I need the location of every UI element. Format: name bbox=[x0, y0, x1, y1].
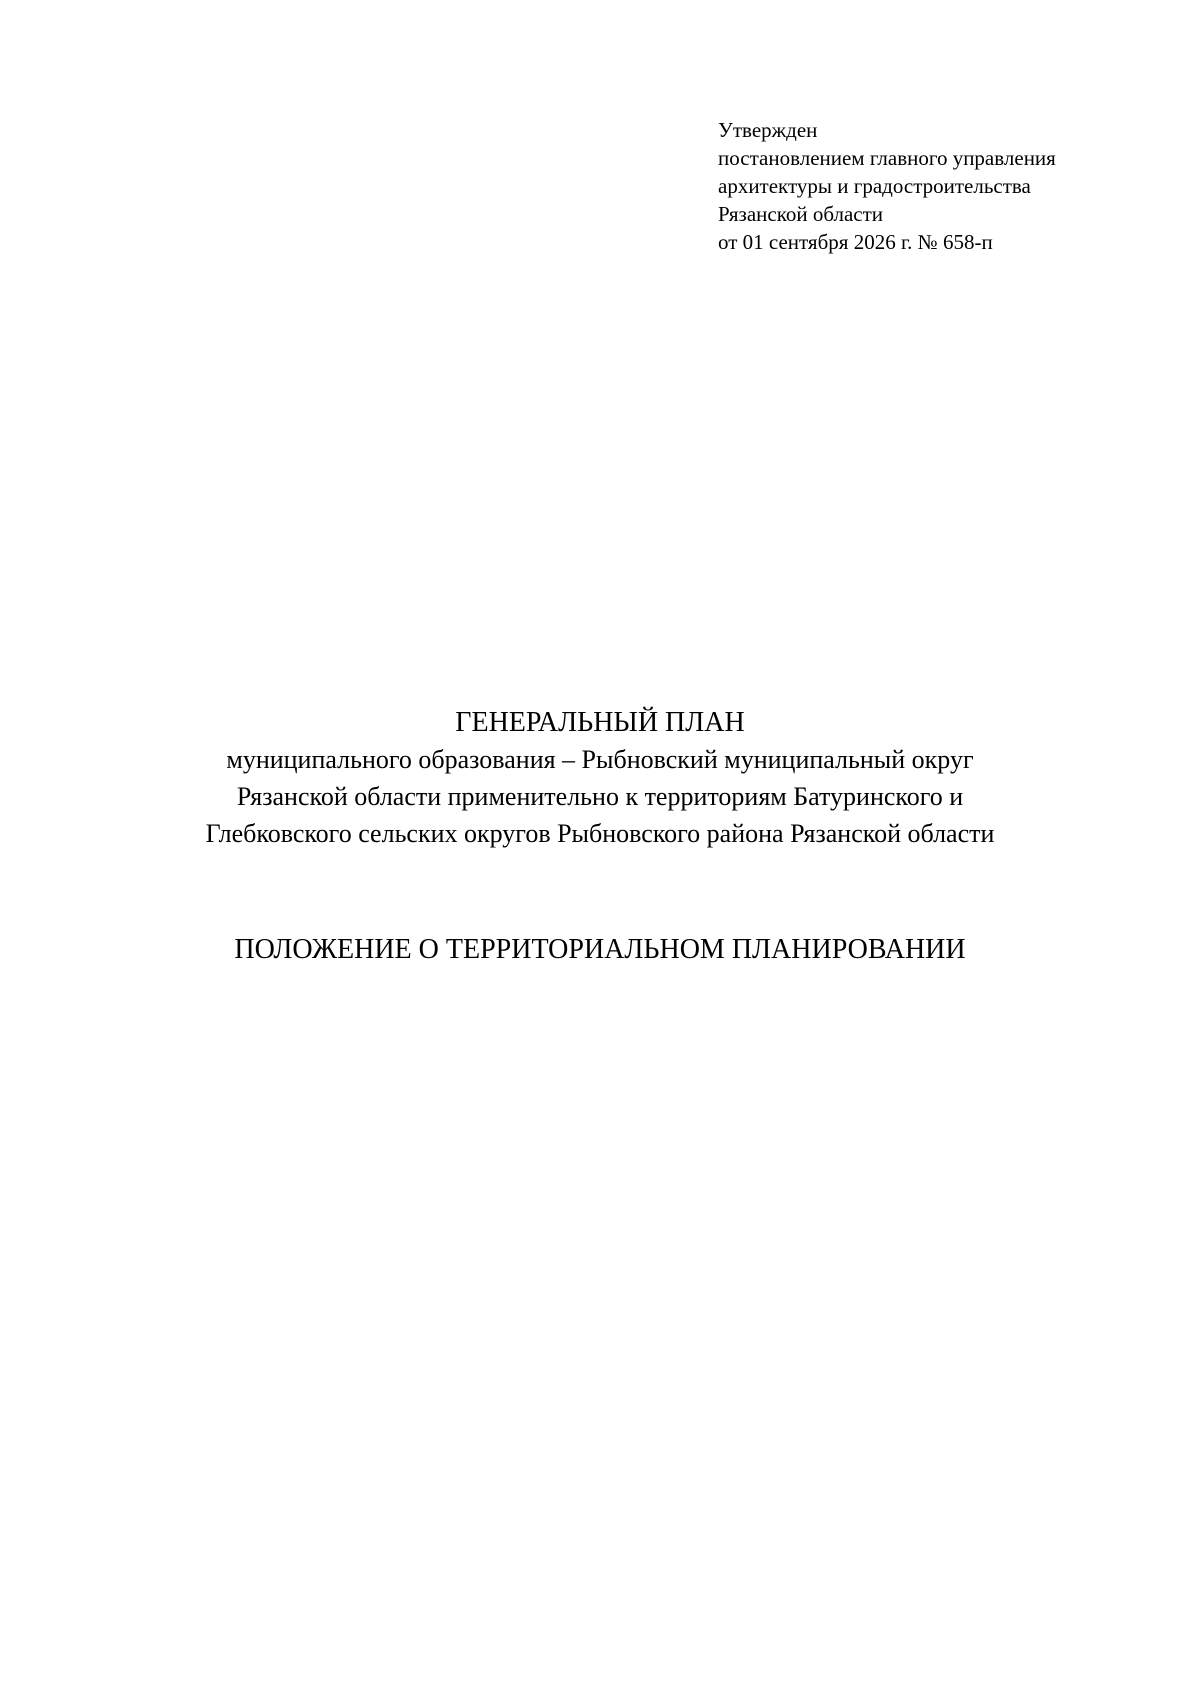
approval-line: архитектуры и градостроительства bbox=[718, 174, 1031, 198]
approval-line: Утвержден bbox=[718, 118, 818, 142]
approval-line: постановлением главного управления bbox=[718, 146, 1056, 170]
document-subtitle-line: муниципального образования – Рыбновский муниципальный округ bbox=[226, 745, 974, 774]
document-subtitle-line: Рязанской области применительно к территориям Батуринского и bbox=[236, 782, 964, 811]
approval-stamp bbox=[718, 116, 1158, 256]
section-title: ПОЛОЖЕНИЕ О ТЕРРИТОРИАЛЬНОМ ПЛАНИРОВАНИИ bbox=[234, 934, 966, 965]
document-subtitle-line: Глебковского сельских округов Рыбновского района Рязанской области bbox=[205, 819, 995, 848]
approval-line: от 01 сентября 2026 г. № 658-п bbox=[718, 230, 993, 254]
approval-line: Рязанской области bbox=[718, 202, 884, 226]
document-title: ГЕНЕРАЛЬНЫЙ ПЛАН bbox=[455, 707, 745, 738]
document-title-block bbox=[0, 705, 1200, 852]
